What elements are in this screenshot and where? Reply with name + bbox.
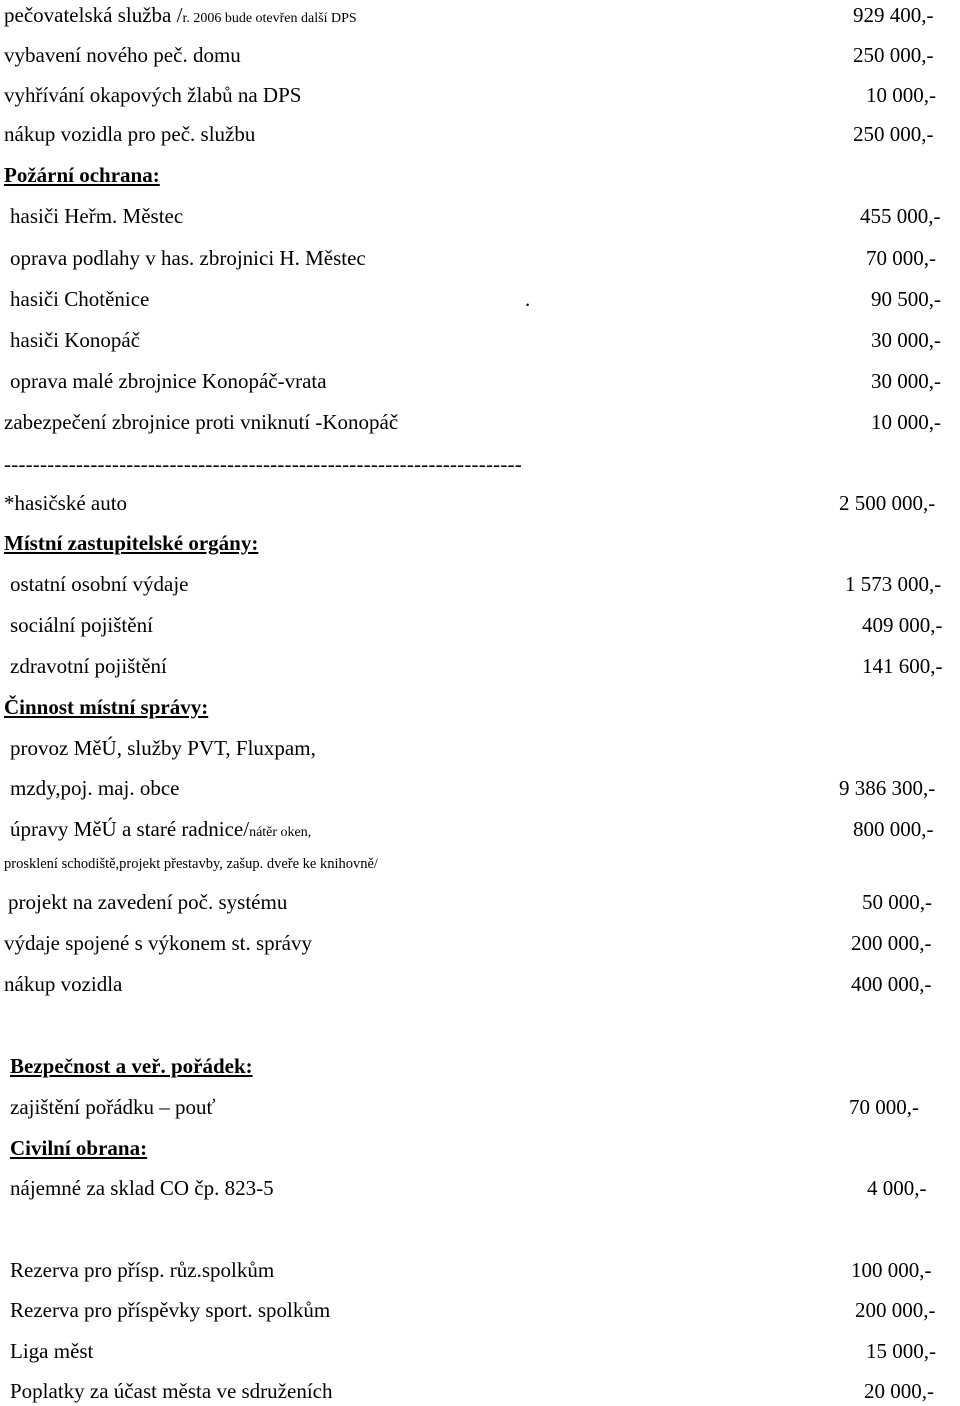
row-amount: 200 000,- <box>851 931 932 955</box>
row-amount: 929 400,- <box>853 3 934 27</box>
row-amount: 90 500,- <box>871 287 941 311</box>
dashed-separator <box>0 449 960 479</box>
row-label: nájemné za sklad CO čp. 823-5 <box>10 1176 274 1200</box>
section-heading: Požární ochrana: <box>4 163 160 187</box>
row-label: nákup vozidla <box>4 972 123 996</box>
row-hasicske-auto <box>0 488 960 518</box>
row-label: *hasičské auto <box>4 491 128 515</box>
row-amount: 455 000,- <box>860 204 941 228</box>
row-projekt-poc-systemu <box>0 887 960 917</box>
row-amount: 15 000,- <box>866 1339 936 1363</box>
row-amount: 400 000,- <box>851 972 932 996</box>
row-label: zajištění pořádku – pouť <box>10 1095 216 1119</box>
row-amount: 20 000,- <box>864 1379 934 1403</box>
row-label: hasiči Chotěnice <box>10 287 150 311</box>
section-civilni-obrana <box>0 1133 960 1163</box>
row-amount: 50 000,- <box>862 890 932 914</box>
row-rezerva-spolky <box>0 1255 960 1285</box>
row-label: pečovatelská služba /r. 2006 bude otevřen další DPS <box>4 3 357 27</box>
row-label: vyhřívání okapových žlabů na DPS <box>4 83 302 107</box>
row-liga-mest <box>0 1336 960 1366</box>
row-label: zdravotní pojištění <box>10 654 167 678</box>
row-amount: 250 000,- <box>853 43 934 67</box>
row-amount: 4 000,- <box>867 1176 927 1200</box>
section-heading: Bezpečnost a veř. pořádek: <box>10 1054 253 1078</box>
row-vyhrivani-zlabu <box>0 80 960 110</box>
row-mark: . <box>525 287 531 311</box>
row-socialni-pojisteni <box>0 610 960 640</box>
row-label: Poplatky za účast města ve sdruženích <box>10 1379 333 1403</box>
row-vydaje-st-spravy <box>0 928 960 958</box>
row-label: Rezerva pro příspěvky sport. spolkům <box>10 1298 331 1322</box>
row-label: mzdy,poj. maj. obce <box>10 776 180 800</box>
row-label: hasiči Heřm. Městec <box>10 204 184 228</box>
section-mistni-zastupitelske-organy <box>0 528 960 558</box>
row-label: nákup vozidla pro peč. službu <box>4 122 256 146</box>
row-label: sociální pojištění <box>10 613 153 637</box>
row-amount: 141 600,- <box>862 654 943 678</box>
row-amount: 70 000,- <box>866 246 936 270</box>
row-amount: 30 000,- <box>871 328 941 352</box>
row-label: provoz MěÚ, služby PVT, Fluxpam, <box>10 736 316 760</box>
row-amount: 200 000,- <box>855 1298 936 1322</box>
row-amount: 409 000,- <box>862 613 943 637</box>
row-hasici-chotenice <box>0 284 960 314</box>
row-pecovatelska-sluzba <box>0 0 960 30</box>
row-amount: 800 000,- <box>853 817 934 841</box>
row-amount: 100 000,- <box>851 1258 932 1282</box>
row-label: oprava podlahy v has. zbrojnici H. Městec <box>10 246 366 270</box>
row-amount: 70 000,- <box>849 1095 919 1119</box>
row-label: hasiči Konopáč <box>10 328 141 352</box>
row-amount: 10 000,- <box>866 83 936 107</box>
row-upravy-meu <box>0 814 960 844</box>
row-amount: 30 000,- <box>871 369 941 393</box>
row-poplatky-sdruzeni <box>0 1376 960 1406</box>
row-ostatni-osobni-vydaje <box>0 569 960 599</box>
row-label: vybavení nového peč. domu <box>4 43 241 67</box>
section-pozarni-ochrana <box>0 160 960 190</box>
row-oprava-zbrojnice-konopac <box>0 366 960 396</box>
row-label: Liga měst <box>10 1339 94 1363</box>
section-heading: Civilní obrana: <box>10 1136 148 1160</box>
row-label: oprava malé zbrojnice Konopáč-vrata <box>10 369 327 393</box>
row-label: ostatní osobní výdaje <box>10 572 189 596</box>
row-amount: 250 000,- <box>853 122 934 146</box>
row-rezerva-sport <box>0 1295 960 1325</box>
row-zdravotni-pojisteni <box>0 651 960 681</box>
section-heading: Činnost místní správy: <box>4 695 209 719</box>
row-zajisteni-poradku <box>0 1092 960 1122</box>
row-provoz-meu <box>0 733 960 763</box>
separator-dashes: ------------------------------------------------------------------------ <box>4 452 522 476</box>
row-note: r. 2006 bude otevřen další DPS <box>182 11 357 26</box>
row-label: úpravy MěÚ a staré radnice/nátěr oken, <box>10 817 312 841</box>
row-hasici-konopac <box>0 325 960 355</box>
section-heading: Místní zastupitelské orgány: <box>4 531 259 555</box>
row-label: zabezpečení zbrojnice proti vniknutí -Konopáč <box>4 410 399 434</box>
row-najemne-sklad-co <box>0 1173 960 1203</box>
row-hasici-herm-mestec <box>0 201 960 231</box>
row-mzdy-poj <box>0 773 960 803</box>
row-amount: 2 500 000,- <box>839 491 936 515</box>
section-cinnost-mistni-spravy <box>0 692 960 722</box>
row-prosklen-schodiste <box>0 849 960 879</box>
row-label: Rezerva pro přísp. růz.spolkům <box>10 1258 275 1282</box>
row-label: prosklení schodiště,projekt přestavby, zašup. dveře ke knihovně/ <box>4 856 378 872</box>
row-label: projekt na zavedení poč. systému <box>8 890 288 914</box>
section-bezpecnost <box>0 1051 960 1081</box>
row-label: výdaje spojené s výkonem st. správy <box>4 931 312 955</box>
row-amount: 10 000,- <box>871 410 941 434</box>
row-amount: 1 573 000,- <box>845 572 942 596</box>
row-vybaveni-domu <box>0 40 960 70</box>
row-zabezpeceni-zbrojnice <box>0 407 960 437</box>
row-nakup-vozidla <box>0 969 960 999</box>
row-amount: 9 386 300,- <box>839 776 936 800</box>
row-nakup-vozidla-pec <box>0 119 960 149</box>
row-note: nátěr oken, <box>249 825 312 840</box>
row-oprava-podlahy <box>0 243 960 273</box>
